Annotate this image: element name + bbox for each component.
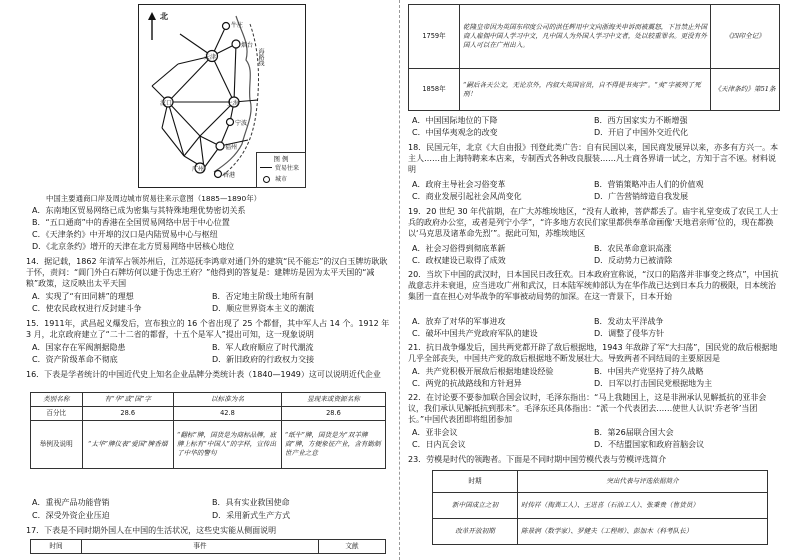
city-label-guangzhou: 广州 [192,166,205,173]
north-label: 北 [160,12,168,21]
q15-option-d[interactable]: D．新旧政府的行政权力交接 [212,355,315,364]
q21-option-d[interactable]: D．日军以打击国民党根据地为主 [594,379,713,388]
q13-option-a[interactable]: A．东南地区贸易网络已成为密集与其特殊地理优势密切关系 [32,206,246,215]
legend-city-label: 城市 [275,176,288,183]
q23-row2-period: 改革开放初期 [433,519,518,545]
q21-option-c[interactable]: C．两党的抗战路线和方针迥异 [412,379,522,388]
q16-header-hua: 有“华”或“国”字 [82,393,173,407]
q17-option-b[interactable]: B．西方国家实力不断增强 [594,116,688,125]
q18-option-c[interactable]: C．商业发展引起社会风尚变化 [412,192,522,201]
q14-stem: 14．据记载，1862 年清军占领苏州后，江苏巡抚李鸿章对通门外的建筑“民不能忘”的汉白玉牌坊耿耿于怀，责问：“阊门外白石牌坊何以建于伪忠王府？”他得到的答复是：建牌坊是因为太平天国的“减粮”政策，这反映出太平天国 [26,257,388,288]
q16-percent-resource: 28.6 [281,407,385,421]
q16-header-category: 类别名称 [31,393,83,407]
q17-option-c[interactable]: C．中国华夷观念的改变 [412,128,498,137]
city-label-shanghai: 上海 [227,100,240,107]
q22-option-a[interactable]: A．亚非会议 [412,428,458,437]
q15-option-b[interactable]: B．军人政府顺应了时代潮流 [212,343,314,352]
q16-example-resource: “纸牛”牌，国货是为“双羊牌商”牌，方便象征产业，含有勤制世产业之意 [281,421,385,469]
q16-option-d[interactable]: D．采用新式生产方式 [212,511,291,520]
city-label-hankou: 汉口 [160,100,173,107]
q23-stem: 23．劳模是时代的领跑者。下面是不同时期中国劳模代表与劳模评选简介 [408,455,667,464]
q21-stem: 21．抗日战争爆发后，国共两党都开辟了敌后根据地，1943 年敌辟了军“大扫荡”，国民党的敌后根据地几乎全部丧失，中国共产党的敌后根据地不断发展壮大。导致两者不同结局的主要原因是 [408,343,778,363]
q15-stem: 15．1911年，武昌起义爆发后，宣布独立的 16 个省出现了 25 个都督，其中军人占 14 个。1912 年 3 月，北京政府建立了“二十二省的都督，十五个是军人”提出可知，这一现象说明 [26,319,390,339]
q14-option-a[interactable]: A．实现了“有田同耕”的理想 [32,292,134,301]
q18-option-d[interactable]: D．广告营销缔造自我发展 [594,192,689,201]
q17-option-d[interactable]: D．开启了中国外交近代化 [594,128,689,137]
q17-header-event: 事件 [82,540,319,554]
q21-option-b[interactable]: B．中国共产党坚持了持久战略 [594,367,704,376]
q16-percent-label: 百分比 [31,407,83,421]
q15-option-c[interactable]: C．资产阶级革命不彻底 [32,355,118,364]
q14-option-d[interactable]: D．顺应世界资本主义的潮流 [212,304,315,313]
q16-example-standard: “翻标”牌，国货是为商标品牌，底牌上标有“中国人”的字样，宣传出了中华的警句 [173,421,281,469]
q23-header-period: 时期 [433,471,518,493]
city-label-fuzhou: 福州 [225,144,238,151]
q23-row1-desc: 时传祥（掏粪工人）、王进喜（石油工人）、张秉贵（售货员） [518,493,768,519]
q16-header-resource: 显现来或资源名称 [281,393,385,407]
q16-example-hua: “太华”牌仪表“爱国”牌香烟 [82,421,173,469]
q19-stem: 19．20 世纪 30 年代前期，在广大苏维埃地区，“没有人敢神，菩萨都丢了。庙宇礼堂变成了农民工人士兵的政府办公室，或者是列宁小学”，“许多地方农民们家里都供奉革命画像‘天地君亲师’位的，现在都换以‘马克思及诸革命先烈’”。据此可知，苏维埃地区 [408,207,779,238]
city-label-yantai: 烟台 [241,42,254,49]
sea-route-label: 海路线 [257,48,264,66]
column-divider [399,0,400,560]
q16-percent-standard: 42.8 [173,407,281,421]
q23-row2-desc: 陈景润（数学家）、罗健夫（工程师）、彭加木（科考队长） [518,519,768,545]
legend-title: 图 例 [273,155,289,163]
city-label-hongkong: 香港 [223,172,236,179]
q21-option-a[interactable]: A．共产党积极开展敌后根据地建设经验 [412,367,554,376]
q19-option-c[interactable]: C．政权建设已取得了成效 [412,256,506,265]
q23-table [432,470,768,545]
q19-option-d[interactable]: D．反动势力已被清除 [594,256,673,265]
q17-row2-event: “嗣后各天公文，无论京外，内叙大英国官员，自不得提书夷字”。“夷”字被列了死刑！ [460,69,711,111]
q16-example-label: 举例及说明 [31,421,83,469]
q16-percent-hua: 28.6 [82,407,173,421]
q16-option-a[interactable]: A．重视产品功能营销 [32,498,110,507]
q14-option-c[interactable]: C．使农民政权进行反封建斗争 [32,304,142,313]
q16-option-c[interactable]: C．深受外资企业压迫 [32,511,110,520]
city-label-tianjin: 天津 [204,54,217,61]
q16-option-b[interactable]: B．具有实业救国使命 [212,498,290,507]
q18-option-b[interactable]: B．营销策略冲击人们的价值观 [594,180,704,189]
map-legend [256,152,306,188]
q16-stem: 16．下表是学者统计的中国近代史上知名企业品牌分类统计表（1840—1949）这可以说明近代企业 [26,370,381,379]
q22-option-c[interactable]: C．日内瓦会议 [412,440,466,449]
q19-option-a[interactable]: A．社会习俗得到彻底革新 [412,244,506,253]
q18-option-a[interactable]: A．政府主导社会习俗变革 [412,180,506,189]
q16-brand-table [30,392,386,469]
q23-row1-period: 新中国成立之初 [433,493,518,519]
q23-header-desc: 突出代表与评选依据简介 [518,471,768,493]
q20-option-b[interactable]: B．发动太平洋战争 [594,317,664,326]
left-column [26,0,390,560]
q17-header-time: 时间 [31,540,82,554]
q14-option-b[interactable]: B．否定地主阶级土地所有制 [212,292,314,301]
q22-option-b[interactable]: B．第26届联合国大会 [594,428,674,437]
map-caption: 中国主要通商口岸及周边城市贸易往来示意图（1885—1890年） [46,194,261,203]
q18-stem: 18．民国元年，北京《大自由报》刊登此类广告：自有民国以来，国民商发展异以来，亦多有方兴一。本主人……由上海特聘来本店来，专制西式各种改良服装……凡士商各界请一试之，方知于言不诬。材料说明 [408,143,779,174]
q20-option-a[interactable]: A．放弃了对华的军事进攻 [412,317,506,326]
q17-row2-time: 1858年 [409,69,460,111]
q16-header-standard: 以标准为名 [173,393,281,407]
q13-option-c[interactable]: C．《天津条约》中开埠的汉口是内陆贸易中心与枢纽 [32,230,218,239]
q20-stem: 20．当坎下中国的武汉时，日本国民日改狂欢。日本政府宣称说，“汉口的陷落并非事变之终点”，中国抗战意志并未衰退，应当进攻广州和武汉，日本陆军统帅部认为在华作战已达到日本兵力的极限，日本统治集团一直在担心对华战争的军事被动局势的加深。在这一背景下，日本开始 [408,270,779,301]
q17-row1-source: 《四印全记》 [711,5,780,69]
legend-city-icon [263,176,270,183]
legend-trade-label: 贸易往来 [275,165,300,172]
q17-header-source: 文献 [319,540,386,554]
city-label-niuzhuang: 牛庄 [231,22,244,29]
q17-row2-source: 《天津条约》第51条 [711,69,780,111]
q13-option-b[interactable]: B．“五口通商”中的香港在全国贸易网络中居于中心位置 [32,218,230,227]
q17-option-a[interactable]: A．中国国际地位的下降 [412,116,498,125]
q19-option-b[interactable]: B．农民革命意识高涨 [594,244,672,253]
q13-option-d[interactable]: D．《北京条约》增开的天津在北方贸易网络中居核心地位 [32,242,235,251]
q20-option-d[interactable]: D．调整了侵华方针 [594,329,665,338]
q15-option-a[interactable]: A．国家存在军阀割据隐患 [32,343,126,352]
right-column [408,0,780,560]
q17-table [408,4,780,111]
map-figure [138,4,306,188]
legend-line-icon [260,167,272,168]
q17-table-header [30,539,386,554]
q17-stem: 17．下表是不同时期外国人在中国的生活状况，这些史实能从侧面说明 [26,526,277,535]
city-label-ningbo: 宁波 [235,120,248,127]
q17-row1-event: 乾隆皇帝因为英国东印度公司的洪任辉用中文向浙海关申诉而被震怒，下旨禁止外国商人雇佣中国人学习中文，凡中国人为外国人学习中文者，处以较重罪名。更没有外国人可以在广州出入。 [460,5,711,69]
q22-option-d[interactable]: D．不结盟国家和政府首脑会议 [594,440,705,449]
q17-row1-time: 1759年 [409,5,460,69]
q20-option-c[interactable]: C．破坏中国共产党政府军队的建设 [412,329,538,338]
q22-stem: 22．在讨论要不要参加联合国会议时，毛泽东指出：“马上我随国上，这是非洲承认见解抵抗的亚非会议，我们承认见解抵抗到那未”。毛泽东还具体指出：“派一个代表团去……使世人认识‘乔老爷’当团长。”中国代表团即将组团参加 [408,393,767,424]
